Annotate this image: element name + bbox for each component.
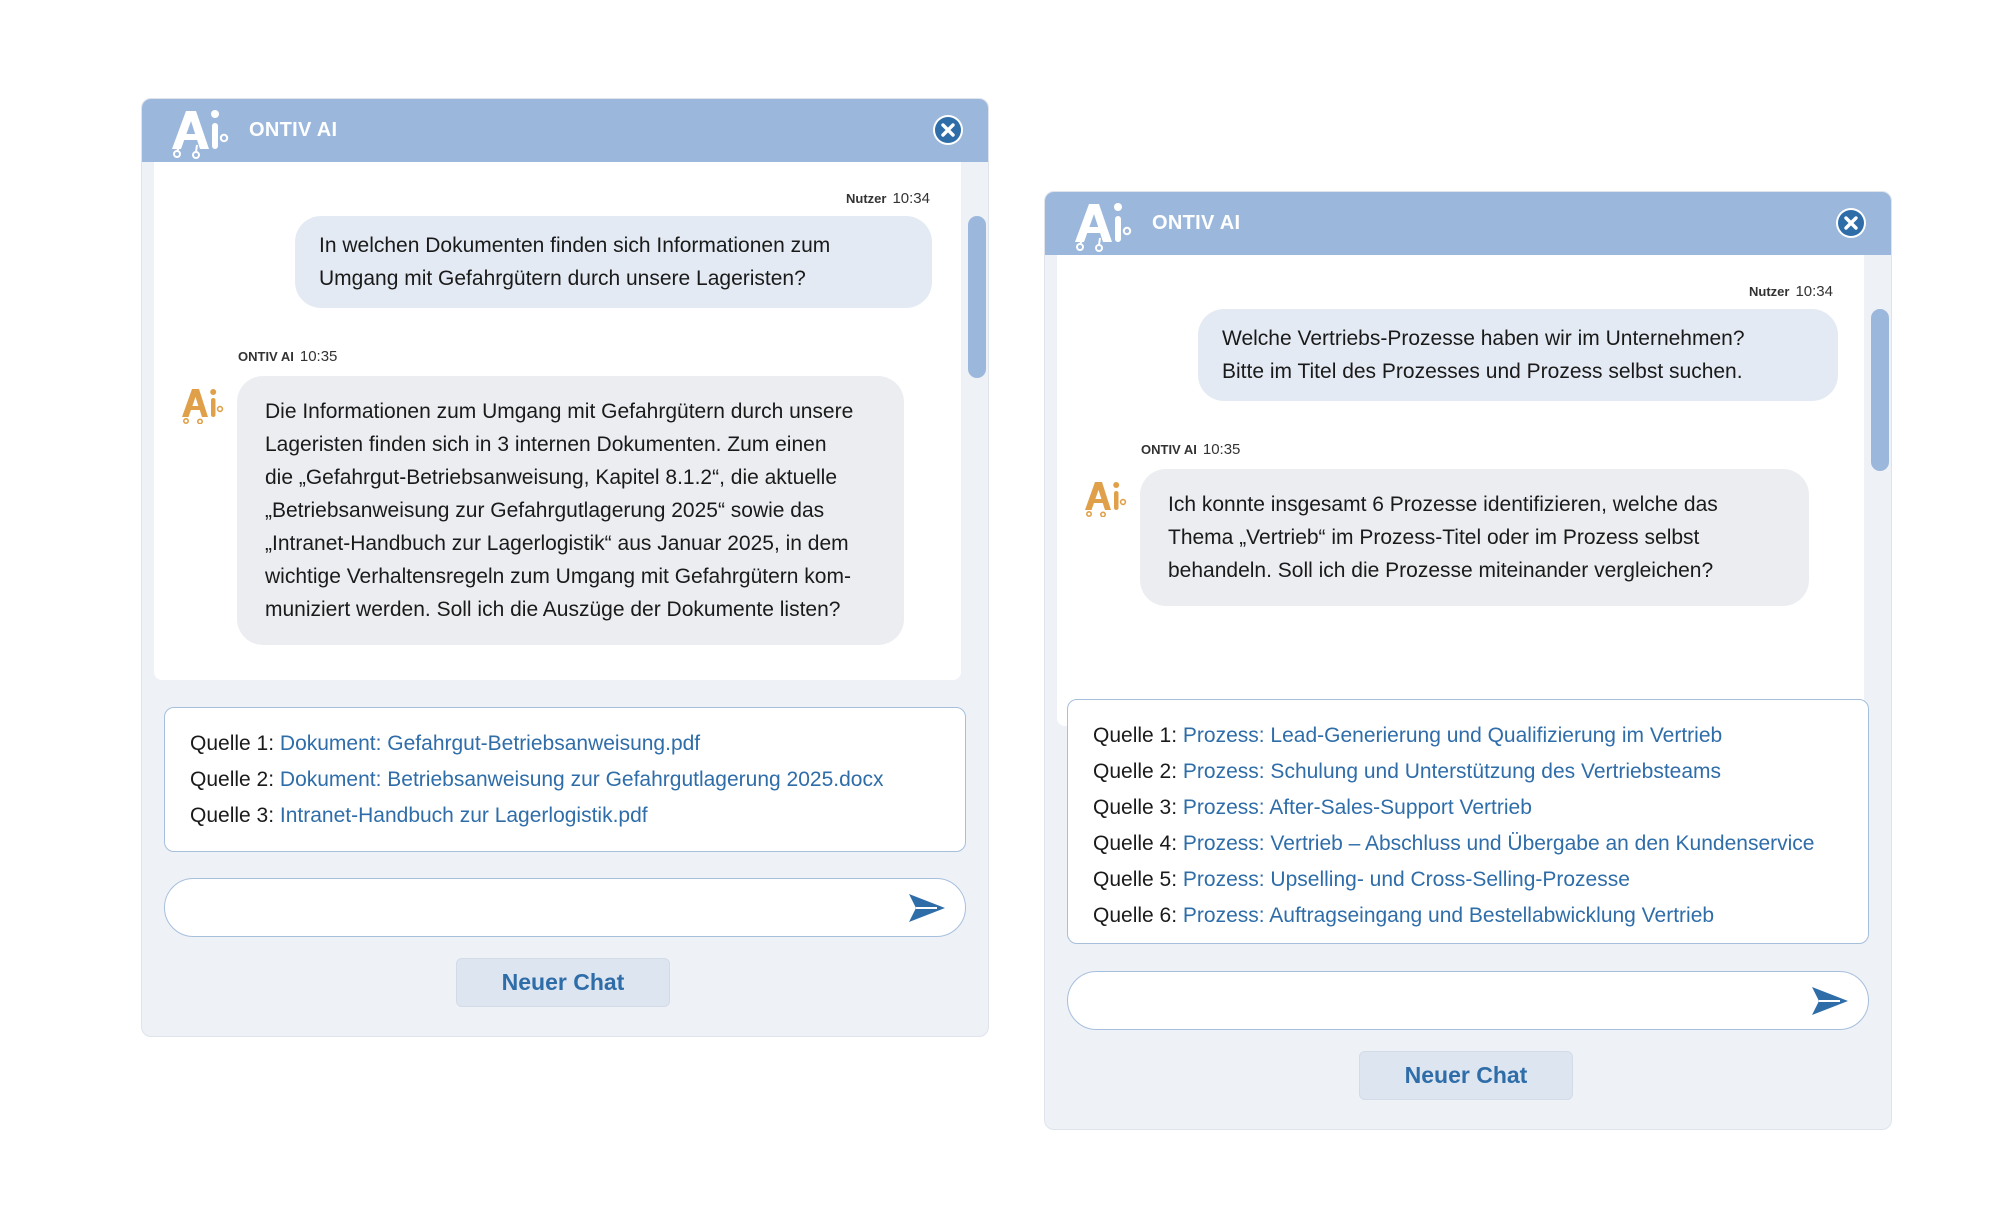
source-item bbox=[190, 798, 940, 834]
source-link[interactable]: Intranet-Handbuch zur Lagerlogistik.pdf bbox=[279, 804, 648, 827]
send-button[interactable] bbox=[907, 891, 947, 925]
source-label: Quelle 3: bbox=[1093, 796, 1178, 819]
message-time: 10:35 bbox=[1202, 441, 1241, 458]
scrollbar[interactable] bbox=[968, 162, 986, 680]
message-line: „Intranet-Handbuch zur Lagerlogistik“ aus Januar 2025, in dem bbox=[265, 532, 849, 555]
widget-title: ONTIV AI bbox=[249, 119, 338, 141]
ai-message-meta bbox=[1141, 441, 1240, 458]
source-item bbox=[190, 762, 940, 798]
message-line: In welchen Dokumenten finden sich Informationen zum bbox=[319, 234, 831, 257]
source-label: Quelle 4: bbox=[1093, 832, 1178, 855]
scrollbar-thumb[interactable] bbox=[968, 216, 986, 378]
message-time: 10:34 bbox=[1795, 283, 1833, 300]
ai-logo-icon bbox=[166, 103, 230, 159]
source-label: Quelle 1: bbox=[190, 732, 275, 755]
widget-header bbox=[1045, 192, 1891, 255]
message-line: Thema „Vertrieb“ im Prozess-Titel oder im Prozess selbst bbox=[1168, 526, 1700, 549]
sources-panel bbox=[1067, 699, 1869, 944]
message-author: ONTIV AI bbox=[238, 349, 294, 364]
message-line: Lageristen finden sich in 3 internen Dokumenten. Zum einen bbox=[265, 433, 827, 456]
scrollbar-thumb[interactable] bbox=[1871, 309, 1889, 471]
ai-message-bubble bbox=[237, 376, 904, 645]
send-button[interactable] bbox=[1810, 984, 1850, 1018]
source-link[interactable]: Prozess: Vertrieb – Abschluss und Übergabe an den Kundenservice bbox=[1182, 832, 1815, 855]
message-input[interactable] bbox=[1092, 982, 1772, 1020]
source-item bbox=[1093, 790, 1843, 826]
user-message-bubble bbox=[1198, 309, 1838, 401]
source-item bbox=[1093, 862, 1843, 898]
chat-messages[interactable] bbox=[154, 162, 961, 680]
source-link[interactable]: Prozess: Auftragseingang und Bestellabwicklung Vertrieb bbox=[1182, 904, 1715, 927]
user-message-meta bbox=[1749, 283, 1833, 300]
ai-message-meta bbox=[238, 348, 337, 365]
message-line: Bitte im Titel des Prozesses und Prozess selbst suchen. bbox=[1222, 360, 1743, 383]
close-icon bbox=[933, 115, 963, 145]
source-label: Quelle 3: bbox=[190, 804, 275, 827]
source-item bbox=[1093, 898, 1843, 934]
new-chat-button[interactable]: Neuer Chat bbox=[1359, 1051, 1573, 1100]
ai-logo-icon bbox=[1069, 196, 1133, 252]
message-time: 10:35 bbox=[299, 348, 338, 365]
message-line: „Betriebsanweisung zur Gefahrgutlagerung 2025“ sowie das bbox=[265, 499, 825, 522]
source-item bbox=[190, 726, 940, 762]
message-line: Welche Vertriebs-Prozesse haben wir im Unternehmen? bbox=[1222, 327, 1745, 350]
source-label: Quelle 2: bbox=[1093, 760, 1178, 783]
message-author: ONTIV AI bbox=[1141, 442, 1197, 457]
chat-messages[interactable] bbox=[1057, 255, 1864, 726]
message-author: Nutzer bbox=[1749, 284, 1790, 299]
source-item bbox=[1093, 718, 1843, 754]
message-line: muniziert werden. Soll ich die Auszüge der Dokumente listen? bbox=[265, 598, 841, 621]
source-link[interactable]: Prozess: Schulung und Unterstützung des Vertriebsteams bbox=[1182, 760, 1722, 783]
close-button[interactable] bbox=[933, 115, 963, 145]
widget-title: ONTIV AI bbox=[1152, 212, 1241, 234]
message-line: Die Informationen zum Umgang mit Gefahrgütern durch unsere bbox=[265, 400, 854, 423]
message-input[interactable] bbox=[189, 889, 869, 927]
new-chat-button[interactable]: Neuer Chat bbox=[456, 958, 670, 1007]
message-line: wichtige Verhaltensregeln zum Umgang mit Gefahrgütern kom- bbox=[265, 565, 851, 588]
send-icon bbox=[1810, 984, 1850, 1018]
user-message-bubble bbox=[295, 216, 932, 308]
source-label: Quelle 6: bbox=[1093, 904, 1178, 927]
source-link[interactable]: Dokument: Betriebsanweisung zur Gefahrgutlagerung 2025.docx bbox=[279, 768, 884, 791]
source-item bbox=[1093, 754, 1843, 790]
message-input-bar bbox=[1067, 971, 1869, 1030]
ai-avatar-icon bbox=[179, 384, 225, 424]
message-line: behandeln. Soll ich die Prozesse miteinander vergleichen? bbox=[1168, 559, 1714, 582]
chat-widget-1 bbox=[141, 98, 989, 1037]
source-link[interactable]: Prozess: After-Sales-Support Vertrieb bbox=[1182, 796, 1532, 819]
user-message-meta bbox=[846, 190, 930, 207]
source-link[interactable]: Prozess: Lead-Generierung und Qualifizierung im Vertrieb bbox=[1182, 724, 1723, 747]
message-time: 10:34 bbox=[892, 190, 930, 207]
source-link[interactable]: Prozess: Upselling- und Cross-Selling-Prozesse bbox=[1182, 868, 1630, 891]
message-line: Umgang mit Gefahrgütern durch unsere Lageristen? bbox=[319, 267, 806, 290]
scrollbar[interactable] bbox=[1871, 255, 1889, 773]
close-button[interactable] bbox=[1836, 208, 1866, 238]
source-label: Quelle 2: bbox=[190, 768, 275, 791]
send-icon bbox=[907, 891, 947, 925]
source-item bbox=[1093, 826, 1843, 862]
ai-avatar-icon bbox=[1082, 477, 1128, 517]
close-icon bbox=[1836, 208, 1866, 238]
ai-message-bubble bbox=[1140, 469, 1809, 606]
message-line: Ich konnte insgesamt 6 Prozesse identifizieren, welche das bbox=[1168, 493, 1718, 516]
message-line: die „Gefahrgut-Betriebsanweisung, Kapitel 8.1.2“, die aktuelle bbox=[265, 466, 838, 489]
source-label: Quelle 5: bbox=[1093, 868, 1178, 891]
sources-panel bbox=[164, 707, 966, 852]
message-input-bar bbox=[164, 878, 966, 937]
message-author: Nutzer bbox=[846, 191, 887, 206]
source-label: Quelle 1: bbox=[1093, 724, 1178, 747]
widget-header bbox=[142, 99, 988, 162]
chat-widget-2 bbox=[1044, 191, 1892, 1130]
source-link[interactable]: Dokument: Gefahrgut-Betriebsanweisung.pdf bbox=[279, 732, 701, 755]
